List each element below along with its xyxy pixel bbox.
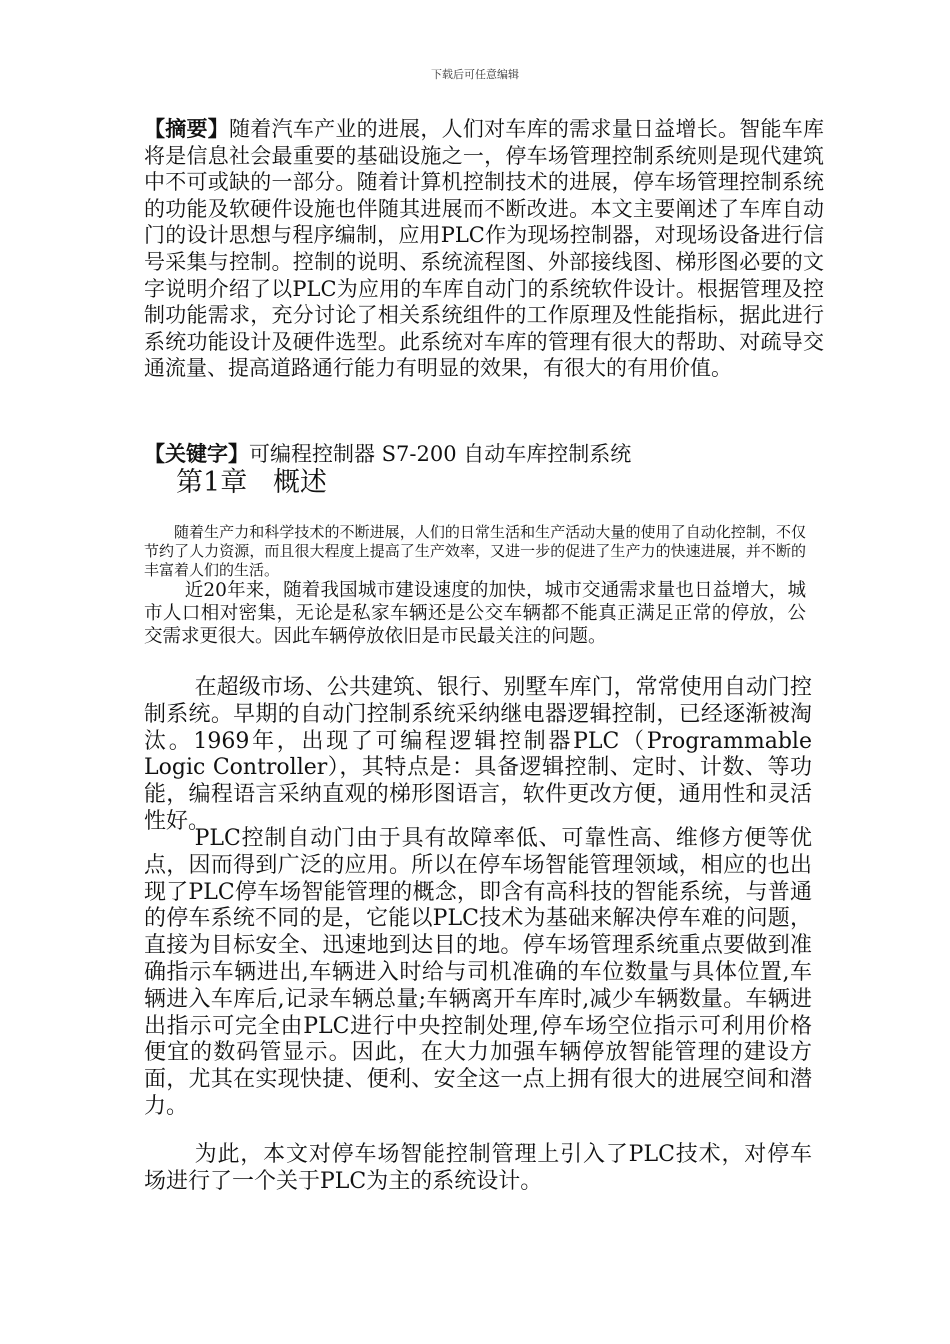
keywords-label: 【关键字】 [144, 442, 249, 466]
body-paragraph-3: 在超级市场、公共建筑、银行、别墅车库门，常常使用自动门控制系统。早期的自动门控制系统采纳继电器逻辑控制，已经逐渐被淘汰。1969年，出现了可编程逻辑控制器PLC（Programmable Logic Controller），其特点是：具备逻辑控制、定时、计数、等功能，编程语言采纳直观的梯形图语言，软件更改方便，通用性和灵活性好。 [144, 675, 812, 834]
body-paragraph-2: 近20年来，随着我国城市建设速度的加快，城市交通需求量也日益增大，城市人口相对密集，无论是私家车辆还是公交车辆都不能真正满足正常的停放，公交需求更很大。因此车辆停放依旧是市民最关注的问题。 [144, 580, 806, 648]
abstract-section [144, 116, 824, 382]
chapter-suffix: 章 [220, 467, 248, 498]
body-paragraph-1: 随着生产力和科学技术的不断进展，人们的日常生活和生产活动大量的使用了自动化控制，不仅节约了人力资源，而且很大程度上提高了生产效率，又进一步的促进了生产力的快速进展，并不断的丰富着人们的生活。 [144, 523, 806, 579]
abstract-label: 【摘要】 [144, 117, 230, 141]
chapter-heading [176, 466, 327, 500]
body-paragraph-4: PLC控制自动门由于具有故障率低、可靠性高、维修方便等优点，因而得到广泛的应用。所以在停车场智能管理领域，相应的也出现了PLC停车场智能管理的概念，即含有高科技的智能系统，与普通的停车系统不同的是，它能以PLC技术为基础来解决停车难的问题，直接为目标安全、迅速地到达目的地。停车场管理系统重点要做到准确指示车辆进出,车辆进入时给与司机准确的车位数量与具体位置,车辆进入车库后,记录车辆总量;车辆离开车库时,减少车辆数量。车辆进出指示可完全由PLC进行中央控制处理,停车场空位指示可利用价格便宜的数码管显示。因此，在大力加强车辆停放智能管理的建设方面，尤其在实现快捷、便利、安全这一点上拥有很大的进展空间和潜力。 [144, 826, 812, 1119]
keywords-section [144, 441, 824, 467]
abstract-text: 随着汽车产业的进展，人们对车库的需求量日益增长。智能车库将是信息社会最重要的基础设施之一，停车场管理控制系统则是现代建筑中不可或缺的一部分。随着计算机控制技术的进展，停车场管理控制系统的功能及软硬件设施也伴随其进展而不断改进。本文主要阐述了车库自动门的设计思想与程序编制，应用PLC作为现场控制器，对现场设备进行信号采集与控制。控制的说明、系统流程图、外部接线图、梯形图必要的文字说明介绍了以PLC为应用的车库自动门的系统软件设计。根据管理及控制功能需求，充分讨论了相关系统组件的工作原理及性能指标，据此进行系统功能设计及硬件选型。此系统对车库的管理有很大的帮助、对疏导交通流量、提高道路通行能力有明显的效果，有很大的有用价值。 [144, 117, 825, 381]
keywords-text: 可编程控制器 S7-200 自动车库控制系统 [249, 442, 632, 466]
chapter-prefix: 第 [176, 467, 203, 498]
chapter-title: 概述 [272, 467, 327, 498]
body-paragraph-5: 为此，本文对停车场智能控制管理上引入了PLC技术，对停车场进行了一个关于PLC为主的系统设计。 [144, 1142, 812, 1194]
page-header: 下载后可任意编辑 [431, 68, 519, 81]
chapter-number: 1 [203, 467, 221, 498]
